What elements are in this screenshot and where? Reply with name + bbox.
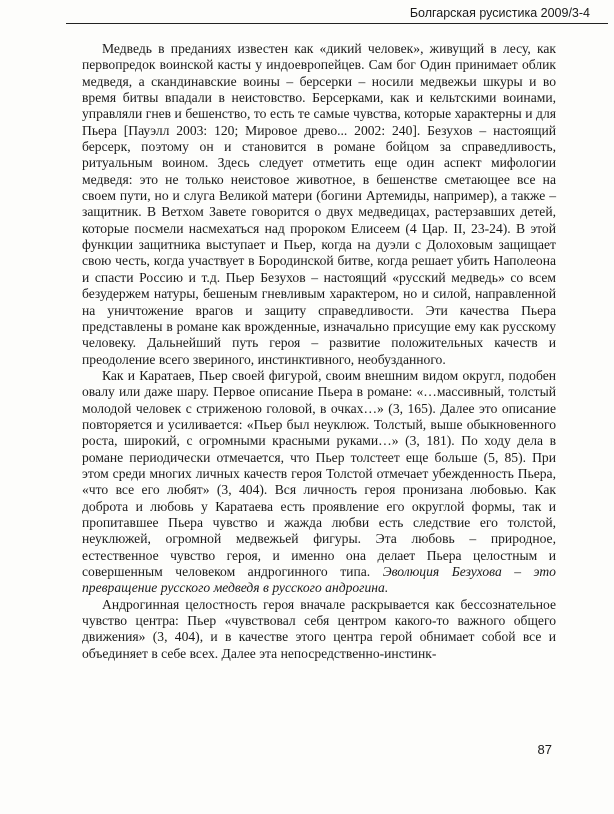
paragraph-italic-thesis: Эволюция Безухова – это превращение русского медведя в русского андрогина. [82,564,556,596]
page-number: 87 [537,742,552,757]
paragraph-text: Андрогинная целостность героя вначале раскрывается как бессознательное чувство центра: Пьер «чувствовал себя центром какого-то важного общего движения» (3, 404), и в качестве этого центра герой обнимает собой все и объединяет в себе всех. Далее эта непосредственно-инстинк- [82,596,556,661]
running-header: Болгарская русистика 2009/3-4 [409,6,590,20]
paragraph-karataev [82,368,556,597]
paragraph-androgyny [82,597,556,662]
paragraph-bear-myth [82,41,556,368]
article-body [82,41,556,662]
paragraph-text: Как и Каратаев, Пьер своей фигурой, своим внешним видом округл, подобен овалу или даже шару. Первое описание Пьера в романе: «…массивный, толстый молодой человек с стриженою головой, в очках…» (3, 165). Далее это описание повторяется и усиливается: «Пьер был неуклюж. Толстый, выше обыкновенного роста, широкий, с огромными красными руками…» (3, 181). По ходу дела в романе периодически отмечается, что Пьер толстеет еще больше (5, 85). При этом среди многих личных качеств героя Толстой отмечает убежденность Пьера, «что все его любят» (3, 404). Вся личность героя пронизана любовью. Как доброта и любовь у Каратаева есть проявление его округлой формы, так и пропитавшее Пьера чувство и жажда любви есть следствие его толстой, неуклюжей, огромной медвежьей фигуры. Эта любовь – природное, естественное чувство героя, и именно она делает Пьера целостным и совершенным человеком андрогинного типа. [82,367,556,579]
header-rule [66,23,608,24]
paragraph-text: Медведь в преданиях известен как «дикий человек», живущий в лесу, как первопредок воинской касты у индоевропейцев. Сам бог Один принимает облик медведя, а скандинавские воины – берсерки – носили медвежьи шкуры и во время битвы впадали в неистовство. Берсерками, как и кельтскими воинами, управляли гнев и бешенство, то есть те самые чувства, которые характерны и для Пьера [Пауэлл 2003: 120; Мировое древо... 2002: 240]. Безухов – настоящий берсерк, поэтому он и становится в романе бойцом за справедливость, ритуальным воином. Здесь следует отметить еще один аспект мифологии медведя: это не только неистовое животное, в бешенстве сметающее все на своем пути, но и слуга Великой матери (богини Артемиды, например), а также – защитник. В Ветхом Завете говорится о двух медведицах, растерзавших детей, которые посмели насмехаться над пророком Елисеем (4 Цар. II, 23-24). В этой функции защитника выступает и Пьер, когда на дуэли с Долоховым защищает свою честь, когда участвует в Бородинской битве, когда решает убить Наполеона и спасти Россию и т.д. Пьер Безухов – настоящий «русский медведь» со всем безудержем натуры, бешеным гневливым характером, но и силой, направленной на уничтожение врагов и защиту справедливости. Эти качества Пьера представлены в романе как врожденные, изначально присущие ему как русскому человеку. Дальнейший путь героя – развитие положительных качеств и преодоление всего звериного, инстинктивного, необузданного. [82,41,556,367]
